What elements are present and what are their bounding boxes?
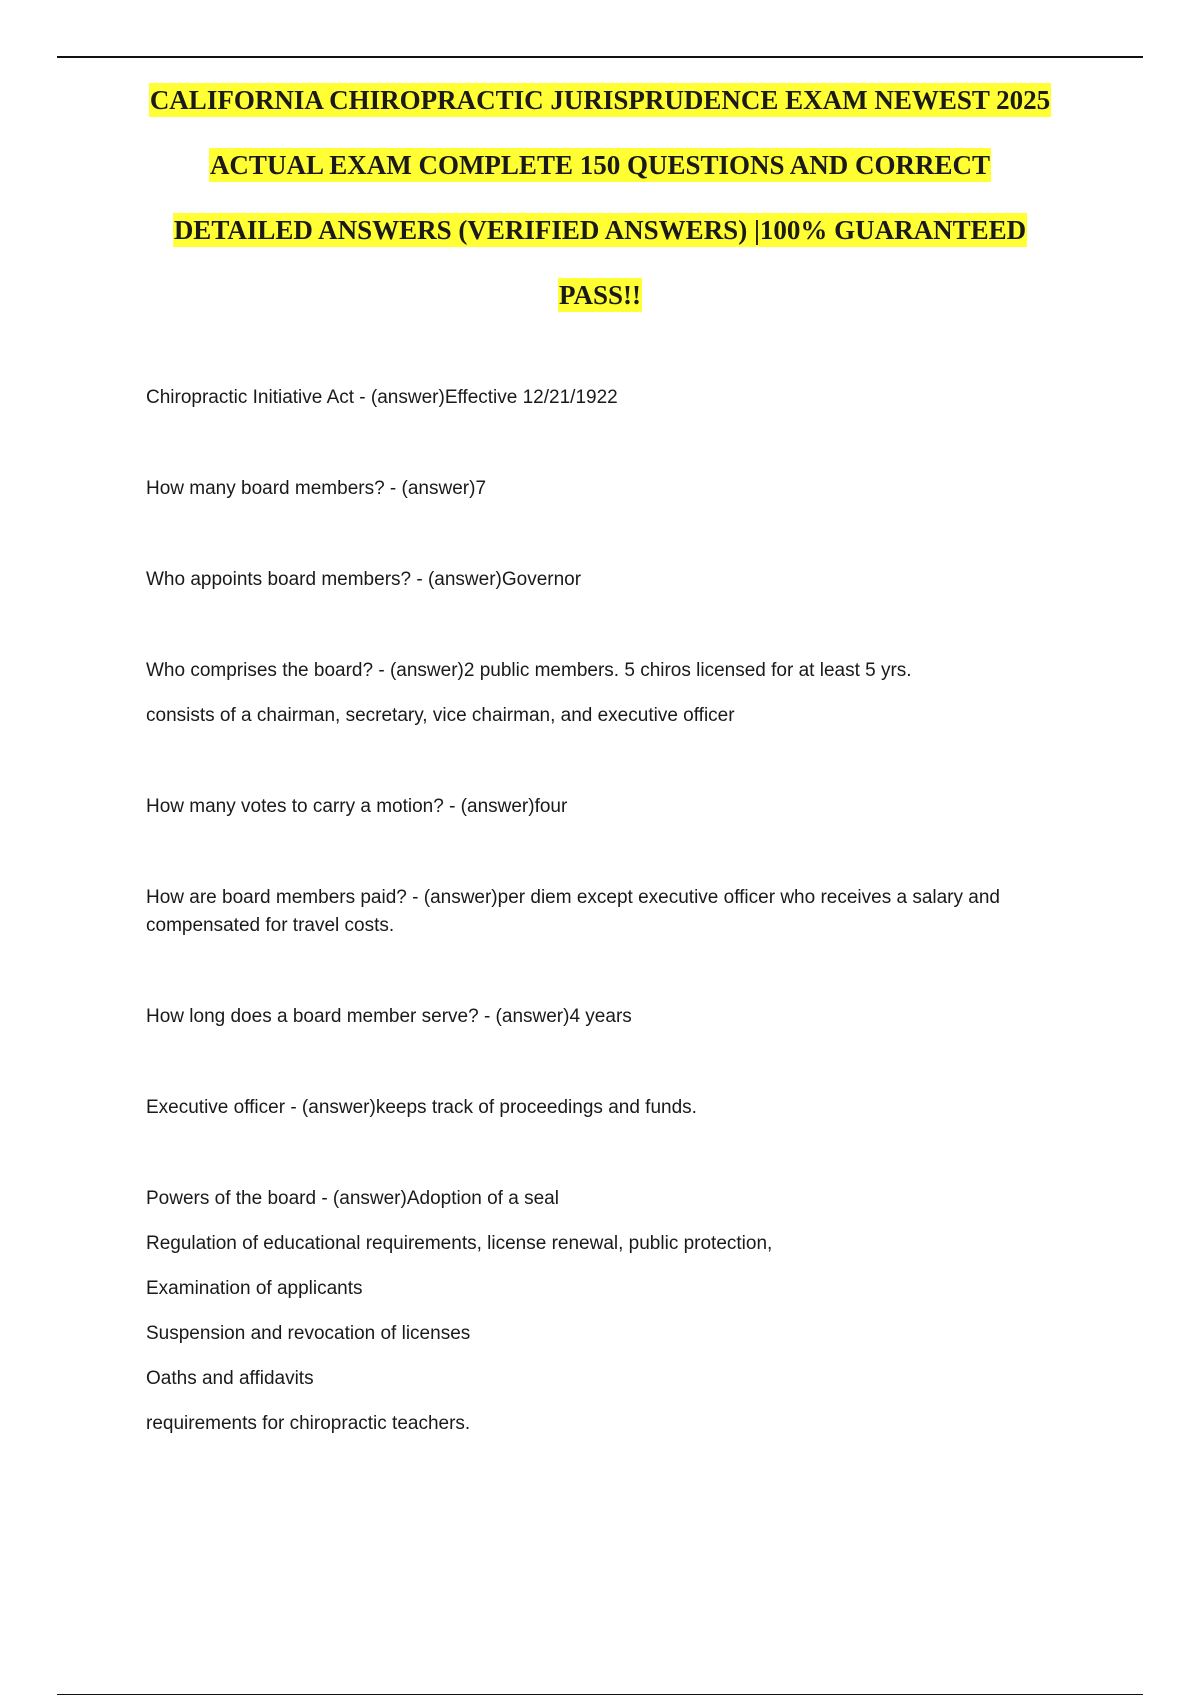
qa-list [146, 384, 1066, 1438]
qa-item-votes: How many votes to carry a motion? - (answer)four [146, 796, 568, 817]
qa-item-comprises-detail: consists of a chairman, secretary, vice chairman, and executive officer [146, 705, 735, 726]
title-line: ACTUAL EXAM COMPLETE 150 QUESTIONS AND CORRECT [209, 150, 991, 180]
document-title [100, 68, 1100, 328]
title-line: PASS!! [558, 280, 641, 310]
qa-item-initiative-act: Chiropractic Initiative Act - (answer)Effective 12/21/1922 [146, 387, 618, 408]
qa-item-executive-officer: Executive officer - (answer)keeps track of proceedings and funds. [146, 1097, 697, 1118]
bottom-rule [57, 1694, 1143, 1695]
title-line: DETAILED ANSWERS (VERIFIED ANSWERS) |100% GUARANTEED [173, 215, 1027, 245]
title-line: CALIFORNIA CHIROPRACTIC JURISPRUDENCE EXAM NEWEST 2025 [149, 85, 1051, 115]
qa-item-comprises: Who comprises the board? - (answer)2 public members. 5 chiros licensed for at least 5 yrs. [146, 660, 912, 681]
qa-item-board-members: How many board members? - (answer)7 [146, 478, 487, 499]
qa-item-powers-detail: Examination of applicants [146, 1278, 363, 1299]
qa-item-powers-detail: requirements for chiropractic teachers. [146, 1413, 471, 1434]
top-rule [57, 56, 1143, 58]
qa-item-appoints: Who appoints board members? - (answer)Governor [146, 569, 582, 590]
qa-item-term: How long does a board member serve? - (answer)4 years [146, 1006, 632, 1027]
qa-item-powers: Powers of the board - (answer)Adoption of a seal [146, 1188, 559, 1209]
qa-item-powers-detail: Suspension and revocation of licenses [146, 1323, 471, 1344]
qa-item-powers-detail: Oaths and affidavits [146, 1368, 314, 1389]
qa-item-paid: How are board members paid? - (answer)per diem except executive officer who receives a salary and compensated for travel costs. [146, 887, 1000, 936]
qa-item-powers-detail: Regulation of educational requirements, license renewal, public protection, [146, 1233, 773, 1254]
